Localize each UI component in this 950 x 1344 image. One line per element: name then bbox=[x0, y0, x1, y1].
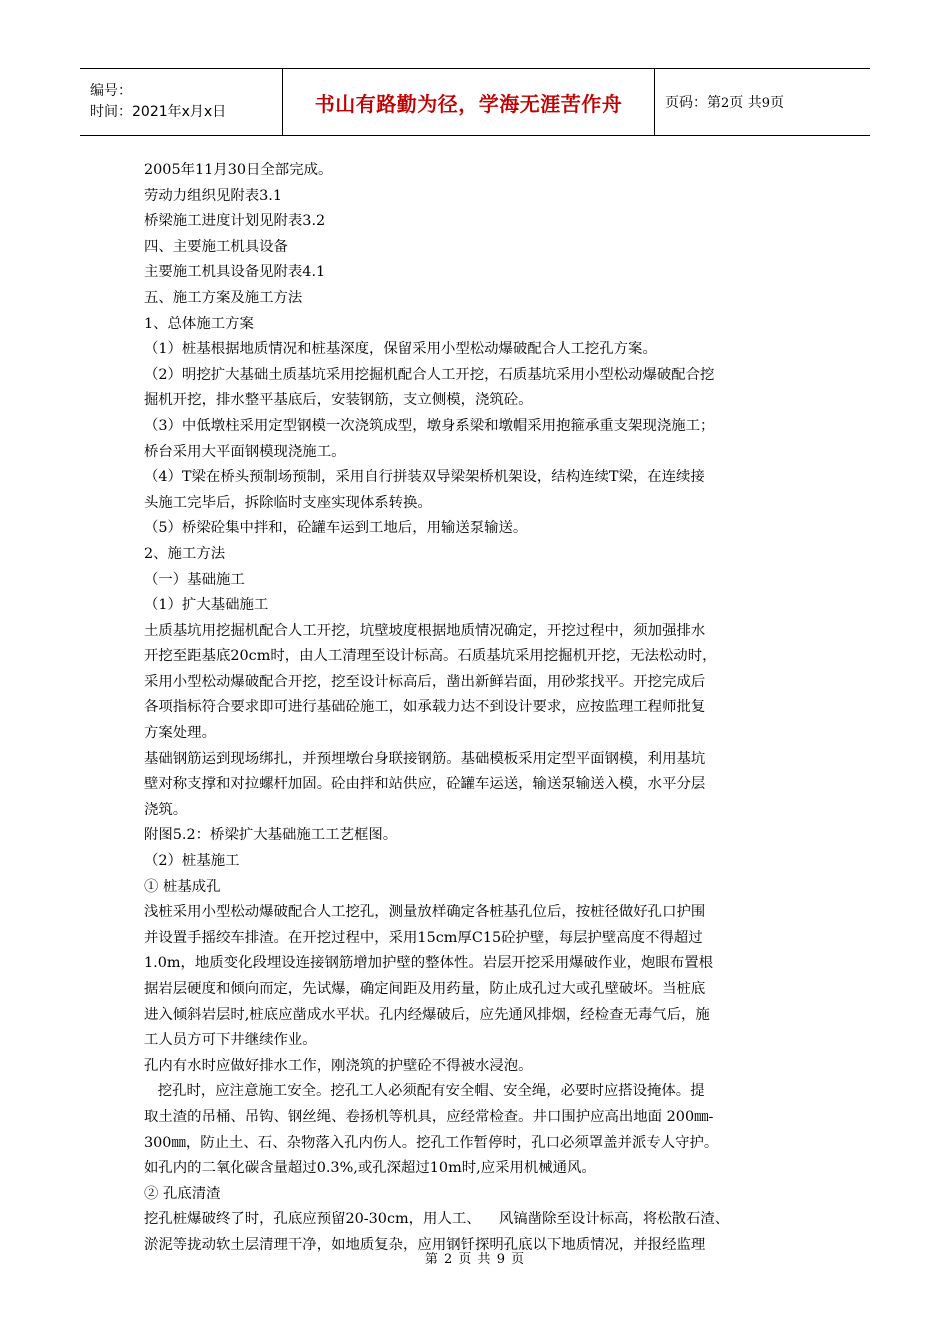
body-line: 桥台采用大平面钢模现浇施工。 bbox=[144, 443, 346, 460]
body-line: 基础钢筋运到现场绑扎，并预埋墩台身联接钢筋。基础模板采用定型平面钢模，利用基坑 bbox=[144, 750, 706, 767]
body-line: 孔内有水时应做好排水工作，刚浇筑的护壁砼不得被水浸泡。 bbox=[144, 1057, 533, 1074]
body-line: 取土渣的吊桶、吊钩、钢丝绳、卷扬机等机具，应经常检查。井口围护应高出地面 200㎜- bbox=[144, 1108, 714, 1125]
body-line: 采用小型松动爆破配合开挖，挖至设计标高后，凿出新鲜岩面，用砂浆找平。开挖完成后 bbox=[144, 673, 706, 690]
body-line: （1）桩基根据地质情况和桩基深度，保留采用小型松动爆破配合人工挖孔方案。 bbox=[144, 341, 657, 358]
page-prefix: 页码：第 bbox=[665, 95, 721, 111]
page-number: 2 bbox=[721, 96, 730, 111]
body-line: 工人员方可下井继续作业。 bbox=[144, 1032, 317, 1049]
body-line: 头施工完毕后，拆除临时支座实现体系转换。 bbox=[144, 494, 432, 511]
header-page-info bbox=[655, 69, 870, 135]
body-line: 1、总体施工方案 bbox=[144, 315, 254, 332]
body-line: 方案处理。 bbox=[144, 725, 216, 742]
body-line: 壁对称支撑和对拉螺杆加固。砼由拌和站供应，砼罐车运送，输送泵输送入模，水平分层 bbox=[144, 776, 706, 793]
body-line: 2、施工方法 bbox=[144, 545, 226, 562]
body-line: 进入倾斜岩层时,桩底应凿成水平状。孔内经爆破后，应先通风排烟，经检查无毒气后，施 bbox=[144, 1006, 710, 1023]
page-info-text bbox=[665, 92, 870, 112]
page-total: 9 bbox=[761, 96, 771, 111]
body-line: 五、施工方案及施工方法 bbox=[144, 289, 303, 306]
body-line: 主要施工机具设备见附表4.1 bbox=[144, 264, 326, 281]
page-footer: 第 2 页 共 9 页 bbox=[424, 1252, 526, 1267]
body-line: 四、主要施工机具设备 bbox=[144, 238, 288, 255]
page-mid: 页 共 bbox=[729, 95, 762, 111]
body-line: 浅桩采用小型松动爆破配合人工挖孔，测量放样确定各桩基孔位后，按桩径做好孔口护围 bbox=[144, 904, 706, 921]
body-line: 淤泥等拢动软土层清理干净，如地质复杂，应用钢钎探明孔底以下地质情况，并报经监理 bbox=[144, 1236, 706, 1253]
body-line: （2）桩基施工 bbox=[144, 853, 240, 870]
body-line: 各项指标符合要求即可进行基础砼施工，如承载力达不到设计要求，应按监理工程师批复 bbox=[144, 699, 706, 716]
body-line: （4）T梁在桥头预制场预制，采用自行拼装双导梁架桥机架设，结构连续T梁，在连续接 bbox=[144, 469, 705, 486]
body-line: 1.0m，地质变化段埋设连接钢筋增加护壁的整体性。岩层开挖采用爆破作业，炮眼布置根 bbox=[144, 955, 713, 972]
body-line: ② 孔底清渣 bbox=[144, 1185, 221, 1202]
body-line: （5）桥梁砼集中拌和，砼罐车运到工地后，用输送泵输送。 bbox=[144, 520, 528, 537]
body-line: 据岩层硬度和倾向而定，先试爆，确定间距及用药量，防止成孔过大或孔壁破坏。当桩底 bbox=[144, 981, 706, 997]
body-line: 300㎜，防止土、石、杂物落入孔内伤人。挖孔工作暂停时，孔口必须罩盖并派专人守护。 bbox=[144, 1134, 719, 1151]
page-header bbox=[80, 68, 870, 136]
body-line: 挖孔时，应注意施工安全。挖孔工人必须配有安全帽、安全绳，必要时应搭设掩体。提 bbox=[144, 1083, 705, 1100]
body-line: 2005年11月30日全部完成。 bbox=[144, 162, 333, 178]
document-body bbox=[144, 158, 820, 1259]
body-line: 并设置手摇绞车排渣。在开挖过程中，采用15cm厚C15砼护壁，每层护壁高度不得超过 bbox=[144, 929, 703, 946]
page-suffix: 页 bbox=[770, 95, 785, 111]
body-line: 劳动力组织见附表3.1 bbox=[144, 187, 283, 204]
header-meta bbox=[80, 69, 283, 135]
body-line: （一）基础施工 bbox=[144, 571, 245, 588]
body-line: ① 桩基成孔 bbox=[144, 878, 221, 895]
body-line: 挖孔桩爆破终了时，孔底应预留20-30cm，用人工、 风镐凿除至设计标高，将松散石渣、 bbox=[144, 1211, 730, 1228]
body-line: （2）明挖扩大基础土质基坑采用挖掘机配合人工开挖，石质基坑采用小型松动爆破配合挖 bbox=[144, 366, 715, 383]
body-line: 桥梁施工进度计划见附表3.2 bbox=[144, 213, 326, 230]
body-line: 土质基坑用挖掘机配合人工开挖，坑壁坡度根据地质情况确定，开挖过程中，须加强排水 bbox=[144, 622, 706, 639]
body-line: 如孔内的二氧化碳含量超过0.3%,或孔深超过10m时,应采用机械通风。 bbox=[144, 1160, 596, 1177]
time-label: 时间：2021年x月x日 bbox=[90, 104, 227, 120]
body-line: （3）中低墩柱采用定型钢模一次浇筑成型，墩身系梁和墩帽采用抱箍承重支架现浇施工； bbox=[144, 417, 715, 434]
motto-text: 书山有路勤为径，学海无涯苦作舟 bbox=[314, 91, 623, 116]
body-line: 掘机开挖，排水整平基底后，安装钢筋，支立侧模，浇筑砼。 bbox=[144, 392, 533, 409]
number-label: 编号： bbox=[90, 83, 132, 99]
header-motto bbox=[283, 69, 655, 135]
body-line: 附图5.2：桥梁扩大基础施工工艺框图。 bbox=[144, 827, 398, 844]
body-line: 开挖至距基底20cm时，由人工清理至设计标高。石质基坑采用挖掘机开挖，无法松动时， bbox=[144, 648, 717, 665]
body-line: 浇筑。 bbox=[144, 801, 188, 818]
body-line: （1）扩大基础施工 bbox=[144, 597, 269, 614]
